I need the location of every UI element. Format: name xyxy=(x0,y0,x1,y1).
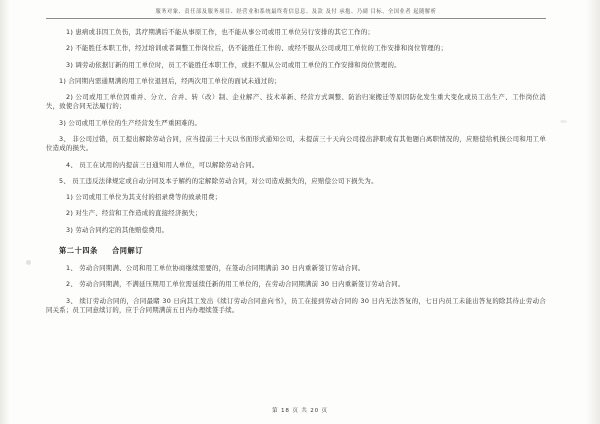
page-content xyxy=(46,8,546,408)
scan-artifact xyxy=(26,260,31,265)
paragraph: 3) 劳动合同约定的其他赔偿费用。 xyxy=(66,225,169,234)
page-footer: 第 18 页 共 20 页 xyxy=(272,408,328,414)
paragraph: 2、 劳动合同期满，不满延压期用工单位需延续任新的用工单位的，在劳动合同期满前 30 日内重新签订劳动合同。 xyxy=(66,280,405,289)
paragraph: 1) 公司或用工单位为其支付的招录费等的致录用费； xyxy=(66,193,222,202)
section-number: 第二十四条 xyxy=(59,245,98,255)
clause-list-section xyxy=(46,264,546,315)
clause-list-top xyxy=(46,28,546,235)
paragraph: 3) 公司或用工单位的生产经营发生严重困难的。 xyxy=(59,118,202,127)
page-header: 服务对象、责任部及服务项目、经营业和系统最终将信息息、及款 及付 承抱、乃副 目标、全国业者 起随解析 xyxy=(155,8,437,16)
paragraph: 3、 续订劳动合同的，合同最睹 30 日向其工发出《续订劳动合同意向书》，员工在接到劳动合同的 30 日内无法答复的，七日内员工未能出答复的除其待止劳动合同关系；员工同意续订的，应于合同期满前五日内办理续签手续。 xyxy=(46,296,546,314)
paragraph: 5、 员工违反法律规定或自动分同及本子解约的定解除劳动合同，对公司造成损失的，应赔偿公司下损失为。 xyxy=(59,176,378,185)
paragraph: 2) 公司或用工单位因重并、分立、合并、转（改）制、企业解产、技术革新、经营方式调整、防治归案搬迁等原因防化发生重大变化或员工出生产、工作岗位消失，致使合同无法履行的； xyxy=(46,93,546,111)
paragraph: 3、 非公司过错，员工提出解除劳动合同，应当提前三十天以书面形式通知公司，未提前三十天向公司提出辞职或有其他题自离职情况的，应赔偿给机损公司和用工单位造成的损失。 xyxy=(46,134,546,153)
paragraph: 1) 合同期内需通期满的用工单位退回后，经两次用工单位的面试未通过的； xyxy=(59,76,281,85)
paragraph: 2) 对生产、经营和工作造成的直接经济损失； xyxy=(66,209,202,218)
paragraph: 2) 不能胜任本职工作，经过培训或者调整工作岗位后，仍不能胜任工作的、或经不服从公司或用工单位的工作安排和岗位管理的； xyxy=(66,44,448,53)
section-title: 合同解订 xyxy=(111,245,144,255)
paragraph: 1、 劳动合同期满、公司和用工单位协商继续需要的，在签动合同期满前 30 日内重新签订劳动合同。 xyxy=(66,263,365,272)
paragraph: 1) 患病或非因工负伤，其疗期满后不能从事原工作，也不能从事公司或用工单位另行安排的其它工作的； xyxy=(66,28,375,36)
scan-artifact xyxy=(560,120,567,123)
section-heading xyxy=(46,246,546,256)
paragraph: 3) 调劳动依据订新的用工单位时，员工不能胜任本职工作，或拒不服从公司或用工单位的工作安排和岗位管理的。 xyxy=(66,60,401,69)
paragraph: 4、 员工在试用的内提前三日通知用人单位，可以解除劳动合同。 xyxy=(66,160,259,169)
header-divider xyxy=(46,18,546,19)
